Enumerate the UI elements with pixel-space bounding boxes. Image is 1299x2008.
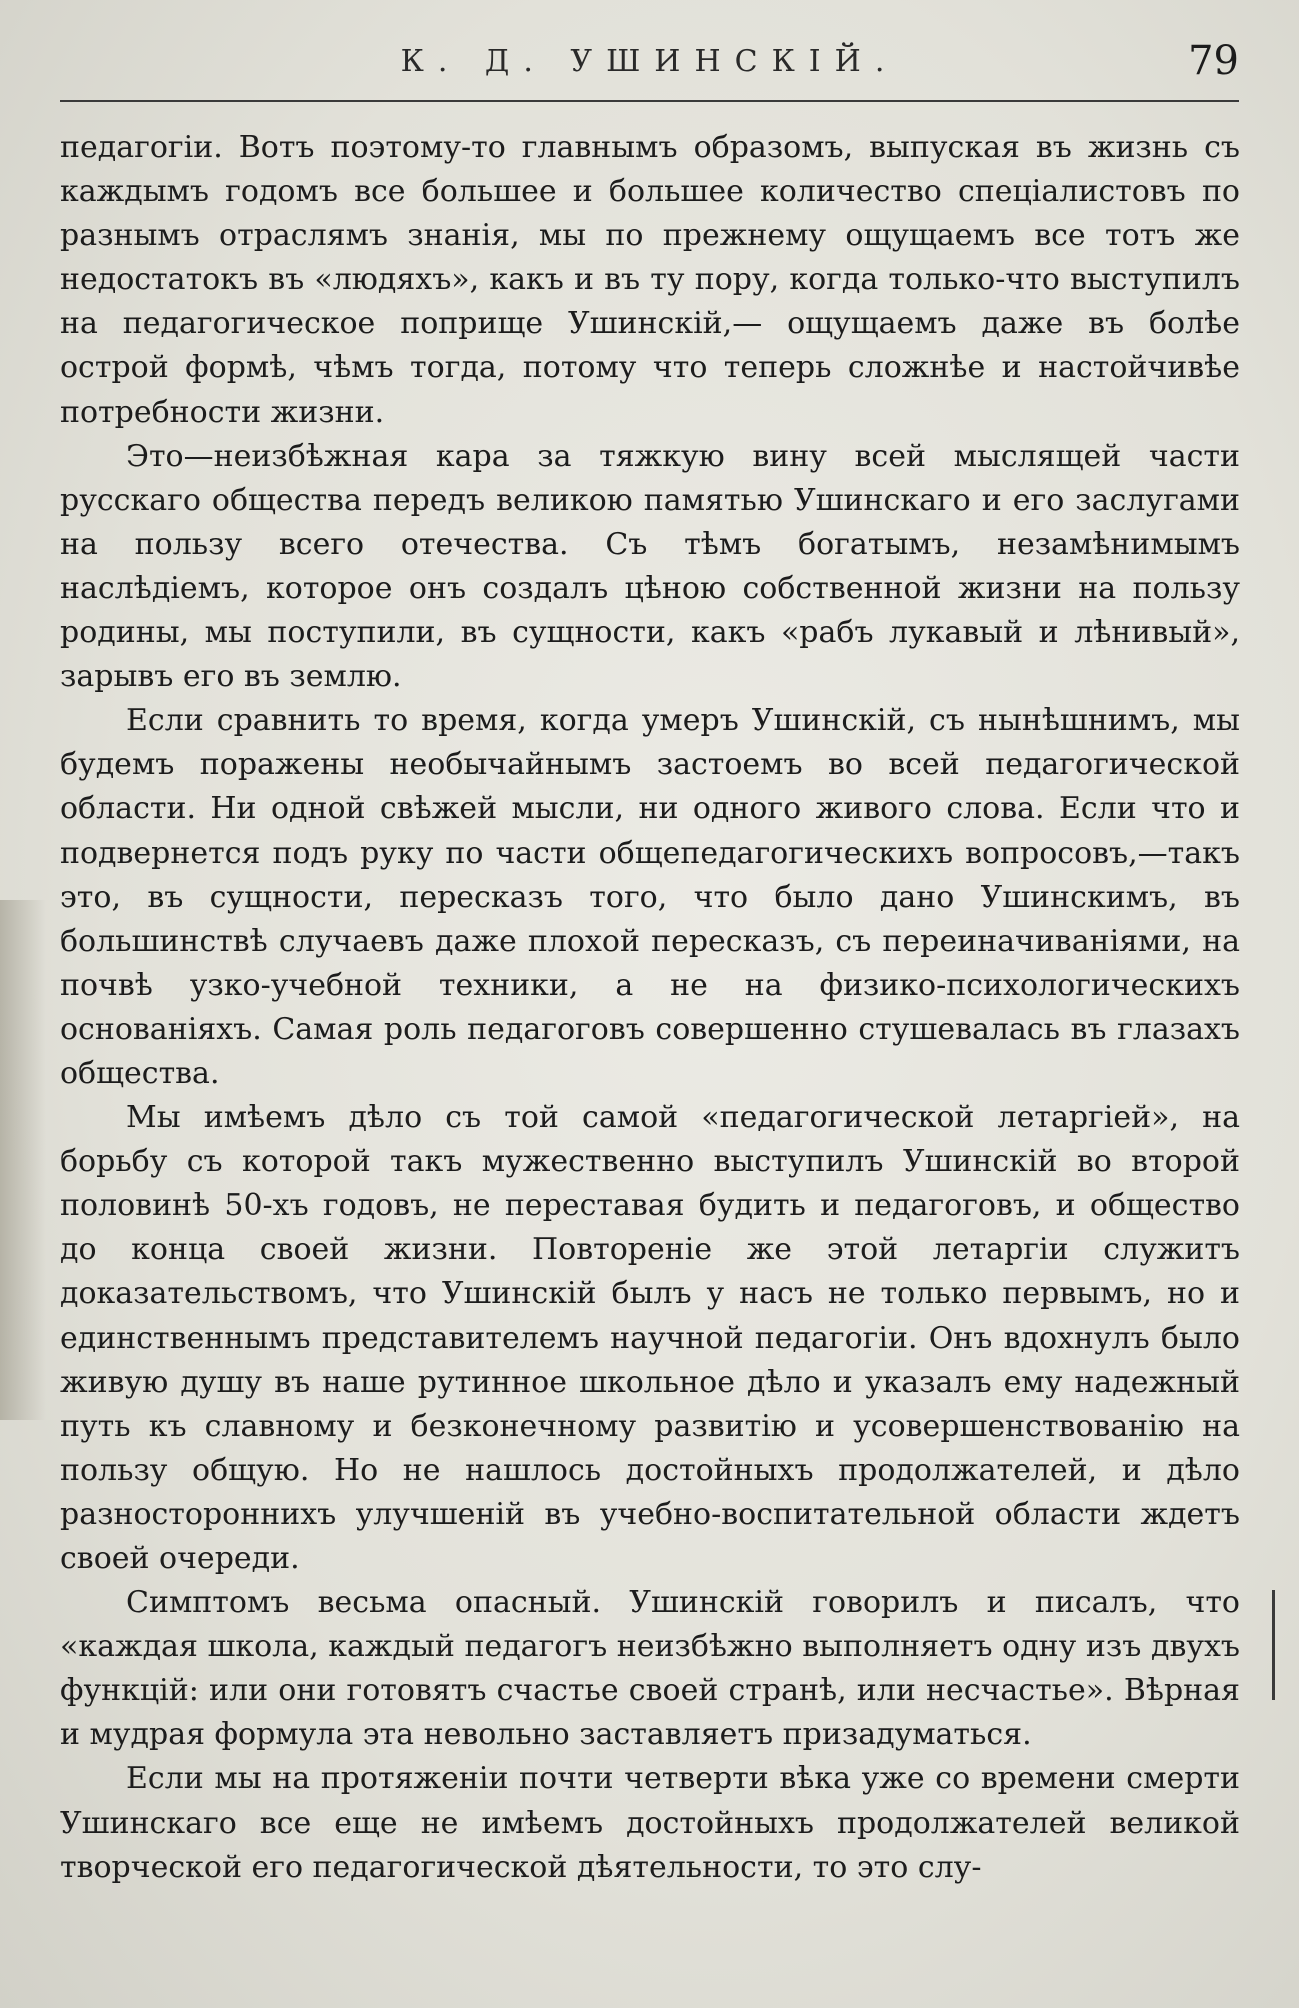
margin-mark: [1272, 1590, 1275, 1700]
body-text: [60, 126, 1240, 1890]
paragraph-3: Если сравнить то время, когда умеръ Ушинскій, съ нынѣшнимъ, мы будемъ поражены необычайнымъ застоемъ во всей педагогической области. Ни одной свѣжей мысли, ни одного живого слова. Если что и подвернется подъ руку по части общепедагогическихъ вопросовъ,—такъ это, въ сущности, пересказъ того, что было дано Ушинскимъ, въ большинствѣ случаевъ даже плохой пересказъ, съ переиначиваніями, на почвѣ узко-учебной техники, а не на физико-психологическихъ основаніяхъ. Самая роль педагоговъ совершенно стушевалась въ глазахъ общества.: [60, 703, 1240, 1091]
paragraph-4: Мы имѣемъ дѣло съ той самой «педагогической летаргіей», на борьбу съ которой такъ мужественно выступилъ Ушинскій во второй половинѣ 50-хъ годовъ, не переставая будить и педагоговъ, и общество до конца своей жизни. Повтореніе же этой летаргіи служитъ доказательствомъ, что Ушинскій былъ у насъ не только первымъ, но и единственнымъ представителемъ научной педагогіи. Онъ вдохнулъ было живую душу въ наше рутинное школьное дѣло и указалъ ему надежный путь къ славному и безконечному развитію и усовершенствованію на пользу общую. Но не нашлось достойныхъ продолжателей, и дѣло разностороннихъ улучшеній въ учебно-воспитательной области ждетъ своей очереди.: [60, 1100, 1240, 1576]
page-number: 79: [1188, 38, 1239, 84]
paragraph-2: Это—неизбѣжная кара за тяжкую вину всей мыслящей части русскаго общества передъ великою памятью Ушинскаго и его заслугами на пользу всего отечества. Съ тѣмъ богатымъ, незамѣнимымъ наслѣдіемъ, которое онъ создалъ цѣною собственной жизни на пользу родины, мы поступили, въ сущности, какъ «рабъ лукавый и лѣнивый», зарывъ его въ землю.: [60, 438, 1240, 695]
paragraph-1: педагогіи. Вотъ поэтому-то главнымъ образомъ, выпуская въ жизнь съ каждымъ годомъ все большее и большее количество спеціалистовъ по разнымъ отраслямъ знанія, мы по прежнему ощущаемъ все тотъ же недостатокъ въ «людяхъ», какъ и въ ту пору, когда только-что выступилъ на педагогическое поприще Ушинскій,— ощущаемъ даже въ болѣе острой формѣ, чѣмъ тогда, потому что теперь сложнѣе и настойчивѣе потребности жизни.: [60, 130, 1240, 430]
page-header: [60, 38, 1239, 102]
paragraph-5: Симптомъ весьма опасный. Ушинскій говорилъ и писалъ, что «каждая школа, каждый педагогъ неизбѣжно выполняетъ одну изъ двухъ функцій: или они готовятъ счастье своей странѣ, или несчастье». Вѣрная и мудрая формула эта невольно заставляетъ призадуматься.: [60, 1585, 1240, 1753]
page-edge-stain: [0, 900, 46, 1420]
paragraph-6: Если мы на протяженіи почти четверти вѣка уже со времени смерти Ушинскаго все еще не имѣемъ достойныхъ продолжателей великой творческой его педагогической дѣятельности, то это слу-: [60, 1761, 1240, 1885]
running-title: К. Д. УШИНСКІЙ.: [400, 44, 899, 79]
